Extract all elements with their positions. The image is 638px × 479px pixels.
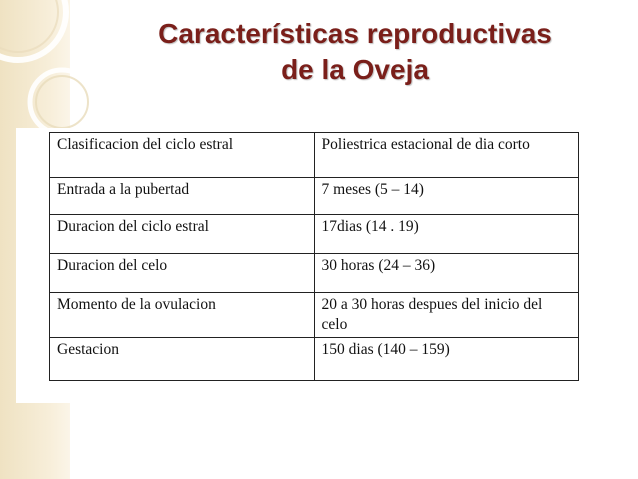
row-label: Entrada a la pubertad (50, 178, 315, 215)
table-row (50, 178, 579, 215)
row-value: 150 dias (140 – 159) (314, 338, 578, 381)
row-value: 20 a 30 horas despues del inicio del celo (314, 293, 578, 338)
reproductive-characteristics-table (49, 132, 579, 381)
row-value: 17dias (14 . 19) (314, 215, 578, 254)
row-label: Clasificacion del ciclo estral (50, 133, 315, 178)
table-row (50, 254, 579, 293)
row-value: 7 meses (5 – 14) (314, 178, 578, 215)
slide-title-line-2: de la Oveja (281, 54, 429, 85)
table-row (50, 338, 579, 381)
table-row (50, 133, 579, 178)
row-value: Poliestrica estacional de dia corto (314, 133, 578, 178)
slide-title (105, 16, 605, 88)
row-label: Gestacion (50, 338, 315, 381)
row-value: 30 horas (24 – 36) (314, 254, 578, 293)
row-label: Duracion del ciclo estral (50, 215, 315, 254)
row-label: Duracion del celo (50, 254, 315, 293)
table-row (50, 293, 579, 338)
slide-title-line-1: Características reproductivas (158, 18, 552, 49)
table-row (50, 215, 579, 254)
row-label: Momento de la ovulacion (50, 293, 315, 338)
